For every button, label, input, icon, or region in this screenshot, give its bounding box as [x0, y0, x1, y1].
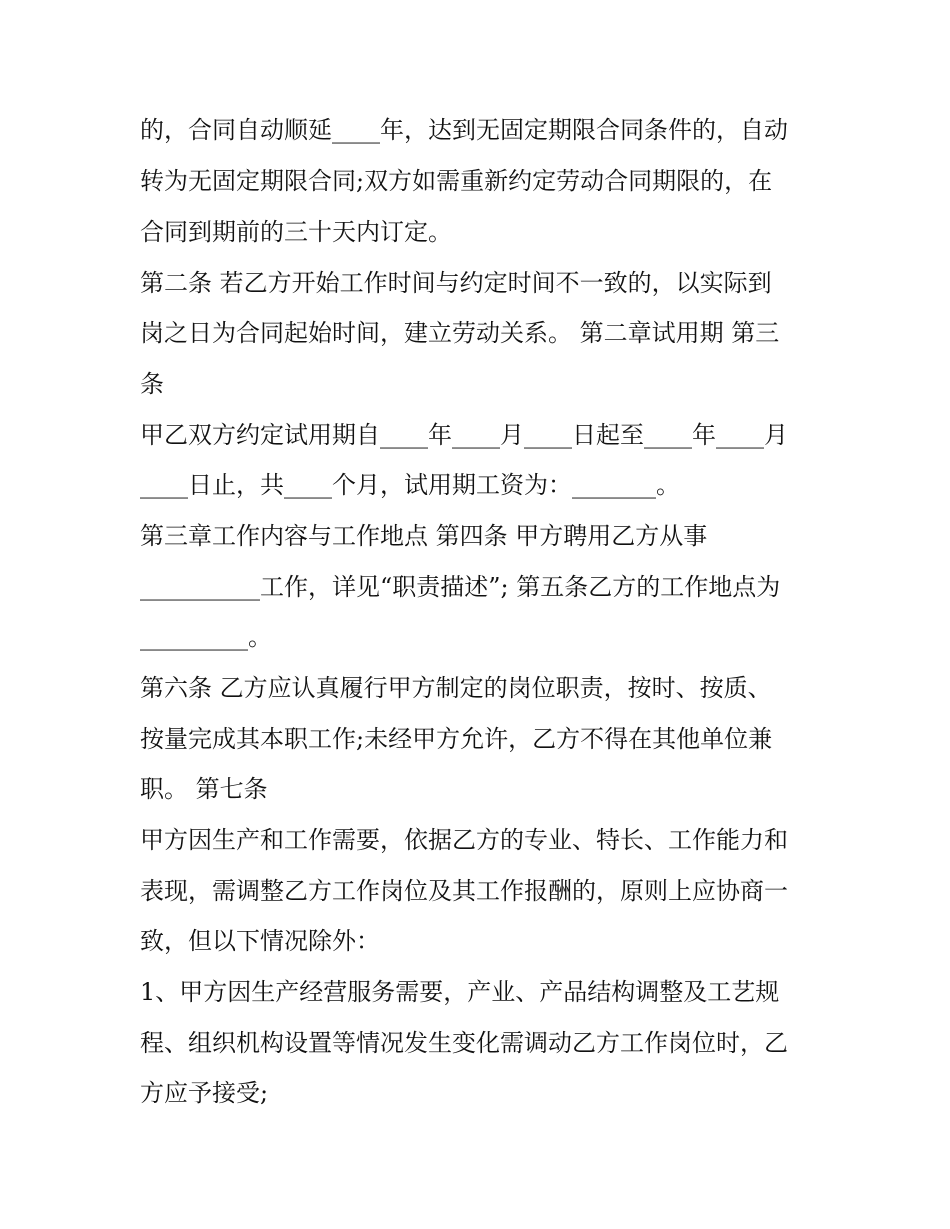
text-line: 岗之日为合同起始时间，建立劳动关系。 第二章试用期 第三 [140, 319, 780, 347]
text-line: _________。 [140, 623, 272, 651]
text-line: 第二条 若乙方开始工作时间与约定时间不一致的，以实际到 [140, 269, 772, 297]
text-line: 方应予接受; [140, 1079, 269, 1107]
text-line: 第六条 乙方应认真履行甲方制定的岗位职责，按时、按质、 [140, 674, 772, 702]
text-line: 的，合同自动顺延____年，达到无固定期限合同条件的，自动 [140, 116, 788, 144]
text-line: 表现，需调整乙方工作岗位及其工作报酬的，原则上应协商一 [140, 877, 788, 905]
text-line: 按量完成其本职工作;未经甲方允许，乙方不得在其他单位兼 [140, 725, 773, 753]
text-line: 转为无固定期限合同;双方如需重新约定劳动合同期限的，在 [140, 167, 773, 195]
text-line: __________工作，详见“职责描述”; 第五条乙方的工作地点为 [140, 573, 781, 601]
text-line: 职。 第七条 [140, 775, 268, 803]
text-line: 条 [140, 370, 164, 398]
text-line: 程、组织机构设置等情况发生变化需调动乙方工作岗位时，乙 [140, 1029, 788, 1057]
text-line: 第三章工作内容与工作地点 第四条 甲方聘用乙方从事 [140, 522, 708, 550]
text-line: 合同到期前的三十天内订定。 [140, 218, 452, 246]
text-line: 致，但以下情况除外： [140, 927, 380, 955]
text-line: 1、甲方因生产经营服务需要，产业、产品结构调整及工艺规 [140, 978, 780, 1006]
text-line: 甲方因生产和工作需要，依据乙方的专业、特长、工作能力和 [140, 826, 788, 854]
text-line: ____日止，共____个月，试用期工资为：_______。 [140, 471, 680, 499]
text-line: 甲乙双方约定试用期自____年____月____日起至____年____月 [140, 421, 788, 449]
